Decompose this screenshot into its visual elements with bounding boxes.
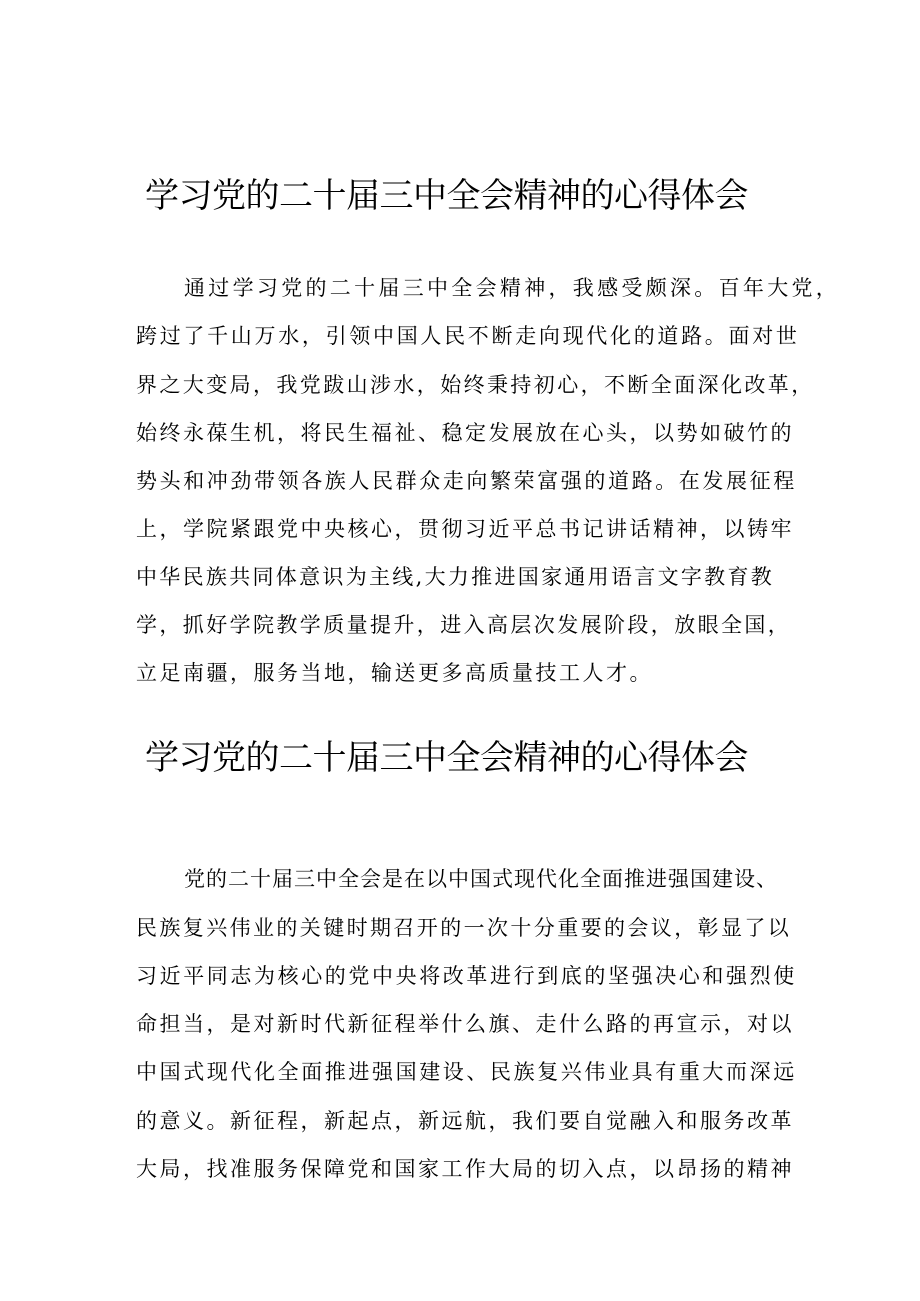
section-title-1: 学习党的二十届三中全会精神的心得体会 [145,176,748,216]
paragraph-line: 势头和冲劲带领各族人民群众走向繁荣富强的道路。在发展征程 [136,469,797,493]
paragraph-line: 中国式现代化全面推进强国建设、民族复兴伟业具有重大而深远 [136,1060,797,1084]
paragraph-line: 界之大变局，我党跋山涉水，始终秉持初心，不断全面深化改革， [136,373,815,397]
paragraph-line: 上，学院紧跟党中央核心，贯彻习近平总书记讲话精神，以铸牢 [136,517,794,541]
paragraph-line: 始终永葆生机，将民生福祉、稳定发展放在心头，以势如破竹的 [136,421,794,445]
paragraph-line: 通过学习党的二十届三中全会精神，我感受颇深。百年大党， [184,276,841,300]
paragraph-line: 的意义。新征程，新起点，新远航，我们要自觉融入和服务改革 [136,1109,794,1133]
section-title-2: 学习党的二十届三中全会精神的心得体会 [145,738,748,778]
paragraph-line: 大局，找准服务保障党和国家工作大局的切入点，以昂扬的精神 [136,1157,794,1181]
paragraph-line: 学，抓好学院教学质量提升，进入高层次发展阶段，放眼全国， [136,613,792,637]
paragraph-line: 命担当，是对新时代新征程举什么旗、走什么路的再宣示，对以 [136,1012,794,1036]
paragraph-line: 习近平同志为核心的党中央将改革进行到底的坚强决心和强烈使 [136,964,797,988]
paragraph-line: 民族复兴伟业的关键时期召开的一次十分重要的会议，彰显了以 [136,916,792,940]
paragraph-line: 党的二十届三中全会是在以中国式现代化全面推进强国建设、 [184,867,778,891]
paragraph-line: 中华民族共同体意识为主线,大力推进国家通用语言文字教育教 [136,565,775,589]
paragraph-line: 跨过了千山万水，引领中国人民不断走向现代化的道路。面对世 [136,324,800,348]
paragraph-line: 立足南疆，服务当地，输送更多高质量技工人才。 [136,661,653,685]
